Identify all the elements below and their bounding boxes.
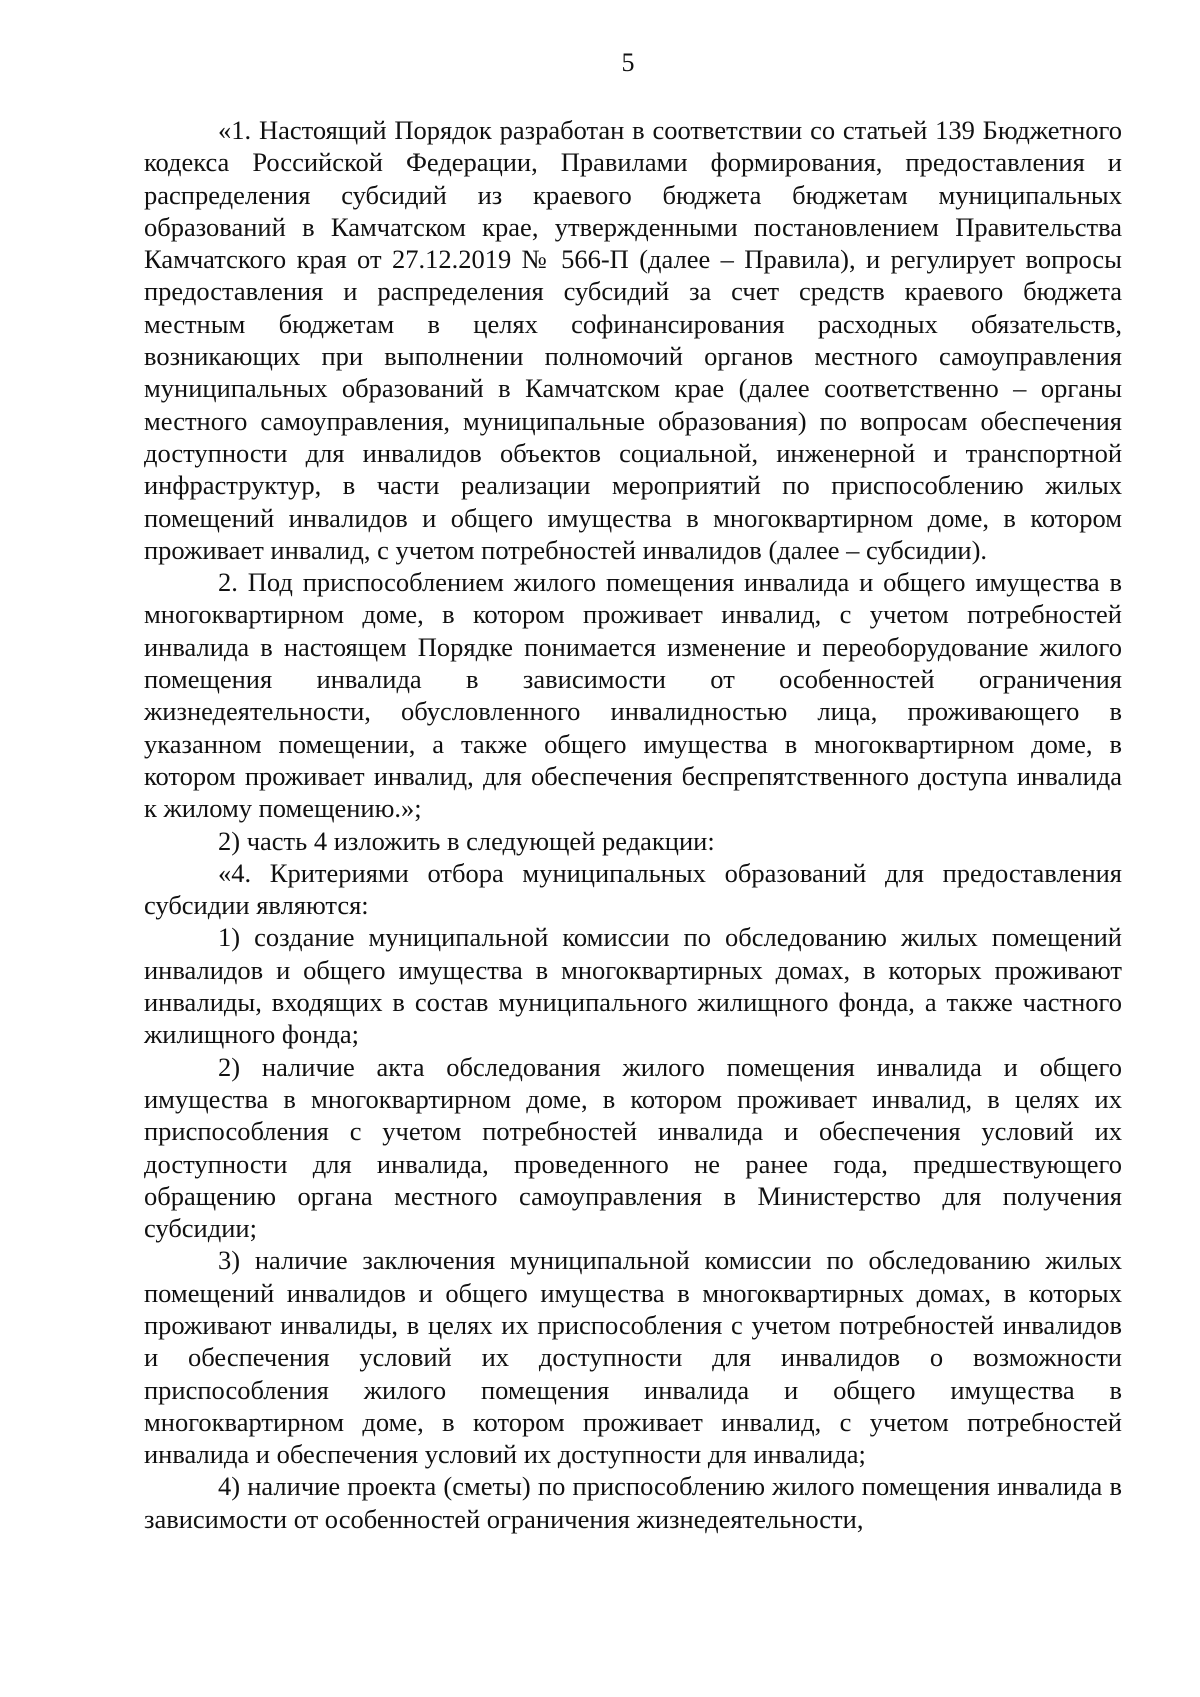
criteria-item-1: 1) создание муниципальной комиссии по обследованию жилых помещений инвалидов и общего имущества в многоквартирных домах, в которых проживают инвалиды, входящих в состав муниципального жилищного фонда, а также частного жилищного фонда; [144, 922, 1122, 1050]
criteria-item-2: 2) наличие акта обследования жилого помещения инвалида и общего имущества в многоквартирном доме, в котором проживает инвалид, в целях их приспособления с учетом потребностей инвалида и обеспечения условий их доступности для инвалида, проведенного не ранее года, предшествующего обращению органа местного самоуправления в Министерство для получения субсидии; [144, 1051, 1122, 1244]
paragraph-2-definition: 2. Под приспособлением жилого помещения инвалида и общего имущества в многоквартирном доме, в котором проживает инвалид, с учетом потребностей инвалида в настоящем Порядке понимается изменение и переоборудование жилого помещения инвалида в зависимости от особенностей ограничения жизнедеятельности, обусловленного инвалидностью лица, проживающего в указанном помещении, а также общего имущества в многоквартирном доме, в котором проживает инвалид, для обеспечения беспрепятственного доступа инвалида к жилому помещению.»; [144, 567, 1122, 824]
paragraph-4-criteria-intro: «4. Критериями отбора муниципальных образований для предоставления субсидии являются: [144, 857, 1122, 921]
page-number: 5 [621, 48, 635, 77]
criteria-item-4: 4) наличие проекта (сметы) по приспособлению жилого помещения инвалида в зависимости от особенностей ограничения жизнедеятельности, [144, 1471, 1122, 1534]
document-body [144, 114, 1122, 1535]
criteria-item-3: 3) наличие заключения муниципальной комиссии по обследованию жилых помещений инвалидов и общего имущества в многоквартирных домах, в которых проживают инвалиды, в целях их приспособления с учетом потребностей инвалидов и обеспечения условий их доступности для инвалидов о возможности приспособления жилого помещения инвалида и общего имущества в многоквартирном доме, в котором проживает инвалид, с учетом потребностей инвалида и обеспечения условий их доступности для инвалида; [144, 1245, 1122, 1470]
paragraph-1-purpose: «1. Настоящий Порядок разработан в соответствии со статьей 139 Бюджетного кодекса Российской Федерации, Правилами формирования, предоставления и распределения субсидий из краевого бюджета бюджетам муниципальных образований в Камчатском крае, утвержденными постановлением Правительства Камчатского края от 27.12.2019 № 566-П (далее – Правила), и регулирует вопросы предоставления и распределения субсидий за счет средств краевого бюджета местным бюджетам в целях софинансирования расходных обязательств, возникающих при выполнении полномочий органов местного самоуправления муниципальных образований в Камчатском крае (далее соответственно – органы местного самоуправления, муниципальные образования) по вопросам обеспечения доступности для инвалидов объектов социальной, инженерной и транспортной инфраструктур, в части реализации мероприятий по приспособлению жилых помещений инвалидов и общего имущества в многоквартирном доме, в котором проживает инвалид, с учетом потребностей инвалидов (далее – субсидии). [144, 115, 1122, 565]
paragraph-amendment-part-4: 2) часть 4 изложить в следующей редакции: [218, 825, 715, 856]
